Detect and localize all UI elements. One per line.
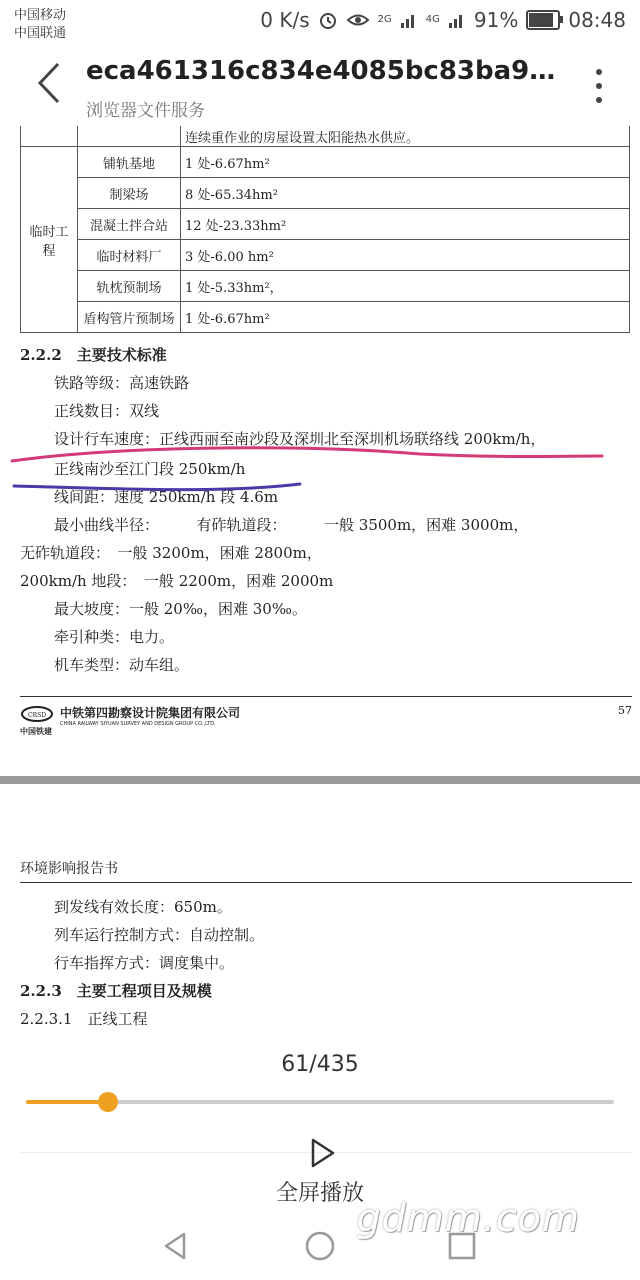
text-line: 最大坡度：一般 20‰，困难 30‰。 — [54, 600, 307, 618]
table-cell: 铺轨基地 — [78, 147, 181, 178]
table-cell: 1 处-5.33hm²， — [181, 271, 630, 302]
battery-icon — [526, 10, 560, 30]
back-triangle-icon[interactable] — [160, 1230, 192, 1262]
text-line: 铁路等级：高速铁路 — [54, 374, 190, 392]
signal-icon — [400, 12, 418, 28]
table-cell: 12 处-23.33hm² — [181, 209, 630, 240]
table-cell: 制梁场 — [78, 178, 181, 209]
table-cell: 1 处-6.67hm² — [181, 302, 630, 333]
fullscreen-play-button[interactable]: 全屏播放 — [275, 1181, 364, 1206]
annotation-strokes — [0, 126, 640, 506]
page-title: eca461316c834e4085bc83ba9… — [86, 56, 556, 86]
text-line: 最小曲线半径： 有砟轨道段： 一般 3500m，困难 3000m， — [54, 516, 529, 534]
network-speed: 0 K/s — [260, 8, 310, 32]
text-line: 牵引种类：电力。 — [54, 628, 175, 646]
section-heading-222: 2.2.2 主要技术标准 — [20, 346, 167, 364]
text-line: 无砟轨道段： 一般 3200m，困难 2800m， — [20, 544, 322, 562]
text-line: 列车运行控制方式：自动控制。 — [54, 926, 265, 944]
text-line: 设计行车速度：正线西丽至南沙段及深圳北至深圳机场联络线 200km/h， — [54, 430, 546, 448]
text-line: 线间距：速度 250km/h 段 4.6m — [54, 488, 279, 506]
document-page-57[interactable] — [0, 126, 640, 776]
text-line: 200km/h 地段： 一般 2200m，困难 2000m — [20, 572, 334, 590]
crcc-logo-icon — [20, 706, 54, 726]
page-number: 57 — [618, 704, 632, 717]
text-line: 正线南沙至江门段 250km/h — [54, 460, 246, 478]
more-options-icon[interactable] — [594, 66, 604, 106]
text-line: 正线数目：双线 — [54, 402, 160, 420]
table-cell: 3 处-6.00 hm² — [181, 240, 630, 271]
page-separator — [0, 776, 640, 784]
slider-progress — [26, 1100, 108, 1104]
battery-percent: 91% — [473, 8, 519, 32]
status-icons — [260, 8, 626, 32]
alarm-icon — [318, 10, 338, 30]
section-heading-223: 2.2.3 主要工程项目及规模 — [20, 982, 212, 1000]
recents-square-icon[interactable] — [446, 1230, 478, 1262]
table-category-cell: 临时工程 — [21, 147, 78, 333]
watermark: gdmm.com — [356, 1196, 580, 1240]
running-head: 环境影响报告书 — [20, 858, 632, 883]
blue-underline-stroke — [14, 484, 300, 490]
back-arrow-icon[interactable] — [30, 58, 70, 108]
text-line: 行车指挥方式：调度集中。 — [54, 954, 235, 972]
footer-logo-text: 中国铁建 — [20, 727, 52, 736]
network-2g-label: 2G — [377, 14, 392, 25]
page-slider[interactable] — [26, 1100, 614, 1104]
signal-icon-2 — [448, 12, 466, 28]
red-underline-stroke — [12, 448, 602, 461]
table-cell: 盾构管片预制场 — [78, 302, 181, 333]
clock: 08:48 — [568, 8, 626, 32]
carrier-label-2: 中国联通 — [14, 26, 67, 41]
footer-company-name: 中铁第四勘察设计院集团有限公司 — [60, 706, 241, 720]
footer-divider — [20, 696, 632, 697]
eye-icon — [346, 11, 370, 29]
app-header — [0, 44, 640, 126]
table-cell: 轨枕预制场 — [78, 271, 181, 302]
table-cell: 临时材料厂 — [78, 240, 181, 271]
battery-level — [529, 13, 553, 27]
text-line: 到发线有效长度：650m。 — [54, 898, 232, 916]
table-cell: 1 处-6.67hm² — [181, 147, 630, 178]
footer-company-en: CHINA RAILWAY SIYUAN SURVEY AND DESIGN GROUP CO.,LTD. — [60, 721, 216, 727]
status-bar — [0, 0, 640, 44]
page-subtitle: 浏览器文件服务 — [86, 101, 205, 121]
svg-text:CRSD: CRSD — [27, 711, 47, 719]
section-heading-2231: 2.2.3.1 正线工程 — [20, 1010, 148, 1028]
table-cell: 混凝土拌合站 — [78, 209, 181, 240]
navigation-bar — [0, 1210, 640, 1280]
page-counter: 61/435 — [281, 1052, 359, 1077]
network-4g-label: 4G — [425, 14, 440, 25]
company-logo — [20, 704, 240, 727]
table-cell: 连续重作业的房屋设置太阳能热水供应。 — [181, 126, 630, 147]
carrier-label-1: 中国移动 — [14, 8, 67, 23]
table-cell: 8 处-65.34hm² — [181, 178, 630, 209]
play-icon[interactable] — [305, 1136, 339, 1170]
text-line: 机车类型：动车组。 — [54, 656, 190, 674]
home-circle-icon[interactable] — [304, 1230, 336, 1262]
